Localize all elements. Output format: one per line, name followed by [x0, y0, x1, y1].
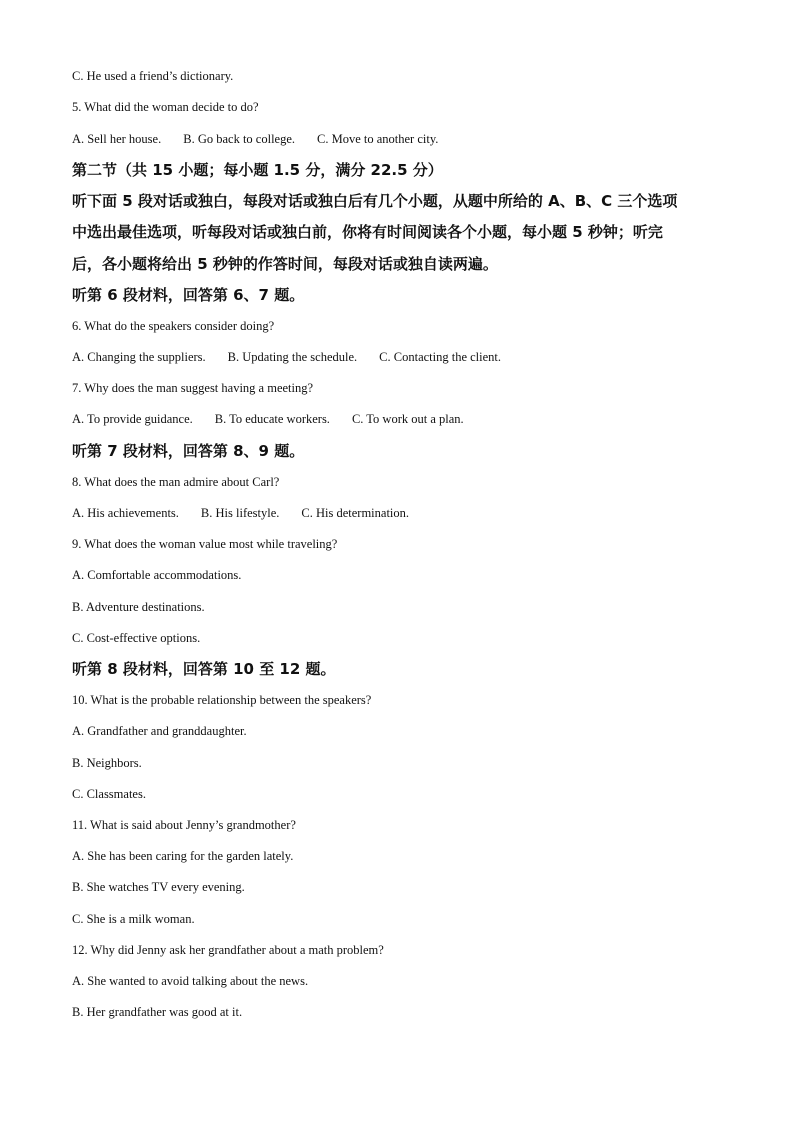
question-11-option-b: B. She watches TV every evening.: [72, 880, 245, 894]
instructions-line-2: 中选出最佳选项，听每段对话或独白前，你将有时间阅读各个小题，每小题 5 秒钟；听完: [72, 223, 663, 241]
section-2-title: 第二节（共 15 小题；每小题 1.5 分，满分 22.5 分）: [72, 161, 443, 179]
question-5-option-c: C. Move to another city.: [317, 132, 439, 146]
question-12: 12. Why did Jenny ask her grandfather about a math problem?: [72, 943, 384, 957]
question-5-options: [72, 131, 438, 147]
question-12-option-a: A. She wanted to avoid talking about the news.: [72, 974, 309, 988]
question-9: 9. What does the woman value most while traveling?: [72, 537, 338, 551]
question-8-options: [72, 505, 409, 521]
question-11-option-a: A. She has been caring for the garden lately.: [72, 849, 294, 863]
question-8-option-a: A. His achievements.: [72, 506, 179, 520]
question-7-option-a: A. To provide guidance.: [72, 412, 193, 426]
question-5-option-a: A. Sell her house.: [72, 132, 162, 146]
question-6: 6. What do the speakers consider doing?: [72, 319, 275, 333]
question-7: 7. Why does the man suggest having a meeting?: [72, 381, 314, 395]
question-11-option-c: C. She is a milk woman.: [72, 912, 195, 926]
question-10: 10. What is the probable relationship between the speakers?: [72, 693, 372, 707]
question-11: 11. What is said about Jenny’s grandmother?: [72, 818, 296, 832]
question-7-option-c: C. To work out a plan.: [351, 412, 464, 426]
question-6-option-b: B. Updating the schedule.: [227, 350, 358, 364]
question-7-options: [72, 411, 464, 427]
question-10-option-b: B. Neighbors.: [72, 756, 142, 770]
instructions-line-3: 后，各小题将给出 5 秒钟的作答时间，每段对话或独自读两遍。: [72, 255, 498, 273]
material-7-heading: 听第 7 段材料，回答第 8、9 题。: [72, 442, 305, 460]
question-8: 8. What does the man admire about Carl?: [72, 475, 280, 489]
question-6-option-a: A. Changing the suppliers.: [72, 350, 206, 364]
question-5: 5. What did the woman decide to do?: [72, 100, 259, 114]
question-10-option-c: C. Classmates.: [72, 787, 146, 801]
instructions-line-1: 听下面 5 段对话或独白，每段对话或独白后有几个小题，从题中所给的 A、B、C 三个选项: [72, 192, 678, 210]
question-6-options: [72, 349, 501, 365]
question-9-option-a: A. Comfortable accommodations.: [72, 568, 242, 582]
question-9-option-c: C. Cost-effective options.: [72, 631, 201, 645]
question-10-option-a: A. Grandfather and granddaughter.: [72, 724, 247, 738]
question-4-option-c: C. He used a friend’s dictionary.: [72, 69, 234, 83]
material-8-heading: 听第 8 段材料，回答第 10 至 12 题。: [72, 660, 336, 678]
question-8-option-b: B. His lifestyle.: [200, 506, 280, 520]
question-6-option-c: C. Contacting the client.: [379, 350, 502, 364]
question-5-option-b: B. Go back to college.: [183, 132, 296, 146]
question-9-option-b: B. Adventure destinations.: [72, 600, 205, 614]
question-8-option-c: C. His determination.: [301, 506, 410, 520]
material-6-heading: 听第 6 段材料，回答第 6、7 题。: [72, 286, 305, 304]
question-12-option-b: B. Her grandfather was good at it.: [72, 1005, 243, 1019]
question-7-option-b: B. To educate workers.: [214, 412, 330, 426]
